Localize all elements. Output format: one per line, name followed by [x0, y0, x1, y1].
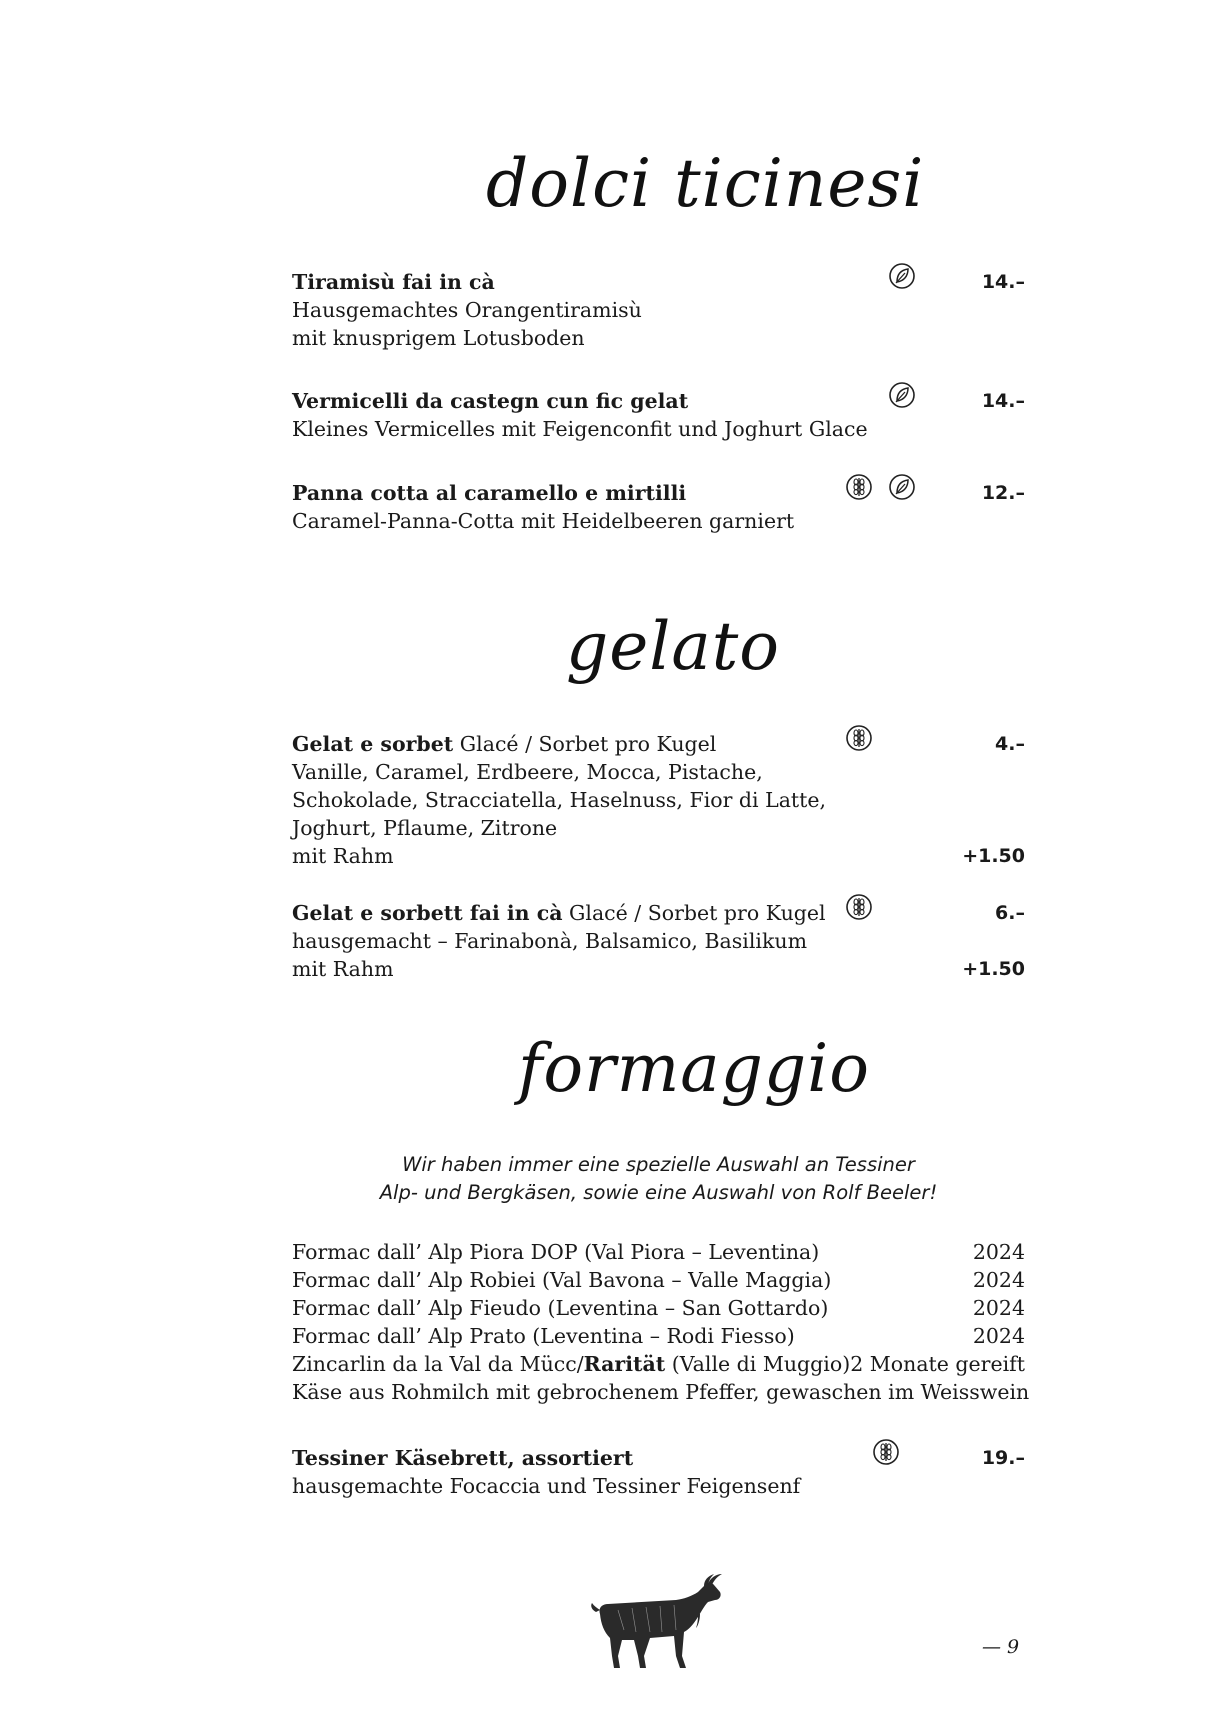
section-title-formaggio: formaggio — [518, 1030, 870, 1107]
leaf-icon — [888, 473, 916, 501]
wheat-icon — [845, 473, 873, 501]
cheese-name: Formac dall’ Alp Prato (Leventina – Rodi Fiesso) — [292, 1324, 795, 1348]
item-description: Schokolade, Stracciatella, Haselnuss, Fior di Latte, — [292, 788, 827, 812]
cheese-row-special — [292, 1350, 1025, 1378]
cheese-year: 2024 — [972, 1296, 1025, 1320]
item-price: 12.– — [981, 482, 1025, 504]
item-extra: mit Rahm — [292, 957, 394, 981]
leaf-icon — [888, 262, 916, 290]
item-name: Gelat e sorbet — [292, 732, 454, 756]
item-price: 14.– — [981, 271, 1025, 293]
cheese-name: Zincarlin da la Val da Mücc/ — [292, 1352, 584, 1376]
cheese-aging: 2 Monate gereift — [850, 1352, 1025, 1376]
item-price: 19.– — [981, 1447, 1025, 1469]
intro-line: Alp- und Bergkäsen, sowie eine Auswahl von Rolf Beeler! — [379, 1181, 938, 1204]
cheese-region: (Valle di Muggio) — [665, 1352, 851, 1376]
item-extra: mit Rahm — [292, 844, 394, 868]
wheat-icon — [872, 1438, 900, 1466]
cheese-row — [292, 1294, 1025, 1322]
menu-item-gelat-e-sorbet — [292, 730, 1025, 870]
item-description: Joghurt, Pflaume, Zitrone — [292, 816, 558, 840]
item-description: Hausgemachtes Orangentiramisù — [292, 298, 642, 322]
item-description: mit knusprigem Lotusboden — [292, 326, 585, 350]
cheese-year: 2024 — [972, 1240, 1025, 1264]
section-title-dolci: dolci ticinesi — [486, 145, 925, 222]
menu-item-gelat-fai-in-ca — [292, 899, 1025, 983]
cheese-rarity: Rarität — [583, 1352, 666, 1376]
cheese-description: Käse aus Rohmilch mit gebrochenem Pfeffer, gewaschen im Weisswein — [292, 1380, 1030, 1404]
item-subtitle: Glacé / Sorbet pro Kugel — [453, 732, 717, 756]
wheat-icon — [845, 724, 873, 752]
menu-item-tiramisu — [292, 268, 1025, 352]
menu-item-panna-cotta — [292, 479, 1025, 535]
item-description: hausgemacht – Farinabonà, Balsamico, Basilikum — [292, 929, 808, 953]
cheese-year: 2024 — [972, 1324, 1025, 1348]
leaf-icon — [888, 381, 916, 409]
item-extra-price: +1.50 — [962, 845, 1025, 867]
cheese-row — [292, 1266, 1025, 1294]
menu-item-kaesebrett — [292, 1444, 1025, 1500]
item-price: 14.– — [981, 390, 1025, 412]
item-subtitle: Glacé / Sorbet pro Kugel — [562, 901, 826, 925]
item-price: 4.– — [995, 733, 1025, 755]
section-title-gelato: gelato — [566, 608, 781, 685]
wheat-icon — [845, 893, 873, 921]
item-name: Tiramisù fai in cà — [292, 270, 495, 294]
item-description: hausgemachte Focaccia und Tessiner Feigensenf — [292, 1474, 801, 1498]
goat-illustration — [588, 1570, 728, 1674]
cheese-list — [292, 1238, 1030, 1406]
cheese-row — [292, 1238, 1025, 1266]
item-name: Vermicelli da castegn cun fic gelat — [292, 389, 689, 413]
item-description: Vanille, Caramel, Erdbeere, Mocca, Pistache, — [292, 760, 763, 784]
item-description: Caramel-Panna-Cotta mit Heidelbeeren garniert — [292, 509, 795, 533]
item-name: Tessiner Käsebrett, assortiert — [292, 1446, 634, 1470]
cheese-row — [292, 1322, 1025, 1350]
cheese-year: 2024 — [972, 1268, 1025, 1292]
item-description: Kleines Vermicelles mit Feigenconfit und Joghurt Glace — [292, 417, 868, 441]
item-price: 6.– — [995, 902, 1025, 924]
formaggio-intro — [292, 1151, 1025, 1207]
item-extra-price: +1.50 — [962, 958, 1025, 980]
cheese-name: Formac dall’ Alp Robiei (Val Bavona – Valle Maggia) — [292, 1268, 832, 1292]
cheese-name: Formac dall’ Alp Piora DOP (Val Piora – Leventina) — [292, 1240, 820, 1264]
page-number: — 9 — [982, 1636, 1020, 1658]
item-name: Gelat e sorbett fai in cà — [292, 901, 563, 925]
item-name: Panna cotta al caramello e mirtilli — [292, 481, 687, 505]
intro-line: Wir haben immer eine spezielle Auswahl an Tessiner — [402, 1153, 915, 1176]
menu-item-vermicelli — [292, 387, 1025, 443]
cheese-name: Formac dall’ Alp Fieudo (Leventina – San Gottardo) — [292, 1296, 829, 1320]
